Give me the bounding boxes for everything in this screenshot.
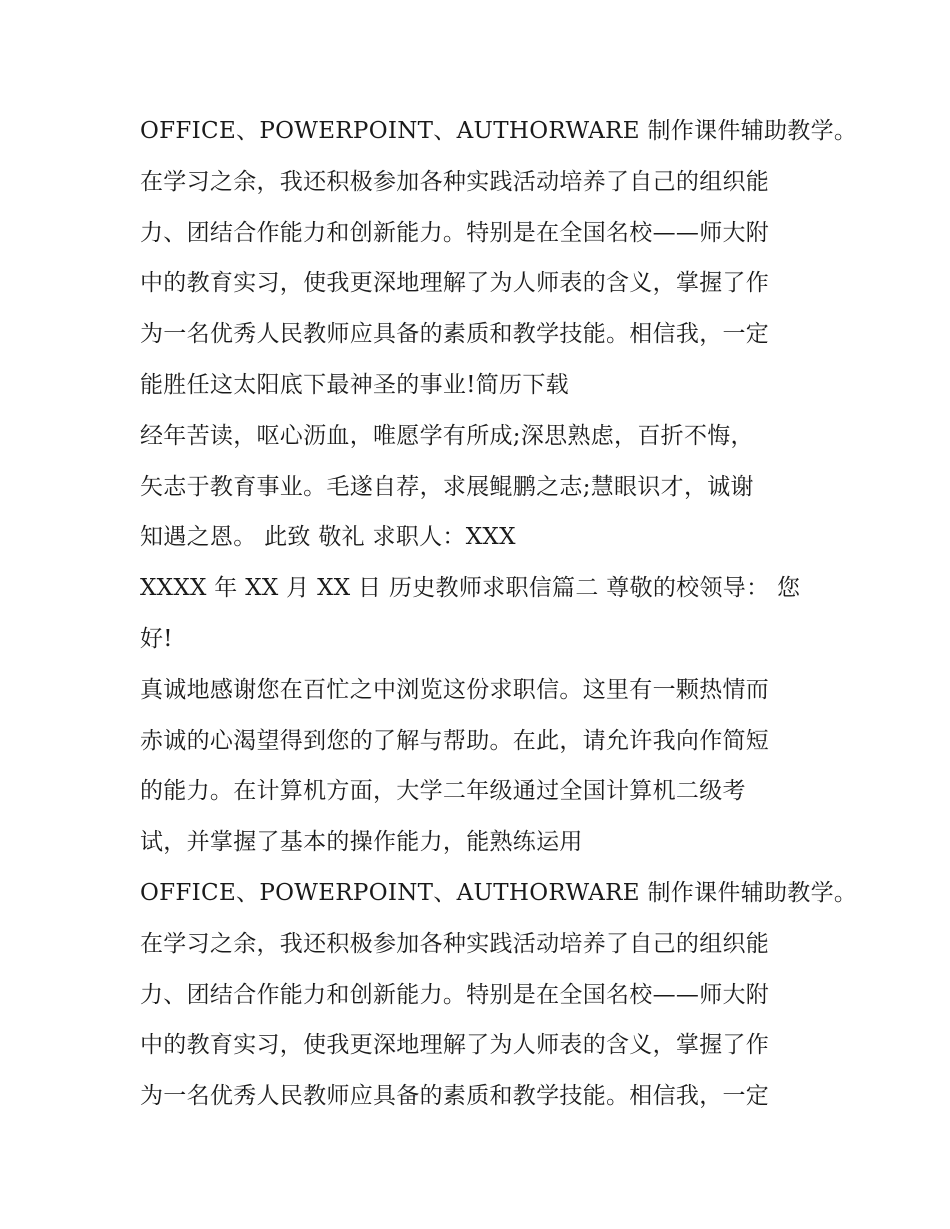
text-line: 经年苦读，呕心沥血，唯愿学有所成;深思熟虑，百折不悔， <box>140 422 754 449</box>
text-line: 中的教育实习，使我更深地理解了为人师表的含义，掌握了作 <box>140 270 770 297</box>
text-line: XXXX 年 XX 月 XX 日 历史教师求职信篇二 尊敬的校领导： 您 <box>140 575 801 602</box>
text-line: 在学习之余，我还积极参加各种实践活动培养了自己的组织能 <box>140 930 770 957</box>
text-line: 力、团结合作能力和创新能力。特别是在全国名校——师大附 <box>140 981 770 1008</box>
text-line: 为一名优秀人民教师应具备的素质和教学技能。相信我，一定 <box>140 1083 770 1110</box>
text-line: OFFICE、POWERPOINT、AUTHORWARE 制作课件辅助教学。 <box>140 879 858 906</box>
text-line: 的能力。在计算机方面，大学二年级通过全国计算机二级考 <box>140 778 746 805</box>
text-line: 力、团结合作能力和创新能力。特别是在全国名校——师大附 <box>140 219 770 246</box>
text-line: 为一名优秀人民教师应具备的素质和教学技能。相信我，一定 <box>140 321 770 348</box>
text-line: 在学习之余，我还积极参加各种实践活动培养了自己的组织能 <box>140 168 770 195</box>
text-line: 赤诚的心渴望得到您的了解与帮助。在此，请允许我向作简短 <box>140 727 770 754</box>
text-line: OFFICE、POWERPOINT、AUTHORWARE 制作课件辅助教学。 <box>140 118 858 144</box>
text-line: 试，并掌握了基本的操作能力，能熟练运用 <box>140 829 583 856</box>
text-line: 能胜任这太阳底下最神圣的事业!简历下载 <box>140 371 569 398</box>
text-line: 真诚地感谢您在百忙之中浏览这份求职信。这里有一颗热情而 <box>140 676 770 703</box>
document-body <box>140 106 858 1122</box>
text-line: 中的教育实习，使我更深地理解了为人师表的含义，掌握了作 <box>140 1032 770 1059</box>
text-line: 好! <box>140 625 173 652</box>
text-line: 知遇之恩。 此致 敬礼 求职人：XXX <box>140 524 516 551</box>
text-line: 矢志于教育事业。毛遂自荐，求展鲲鹏之志;慧眼识才，诚谢 <box>140 473 754 500</box>
